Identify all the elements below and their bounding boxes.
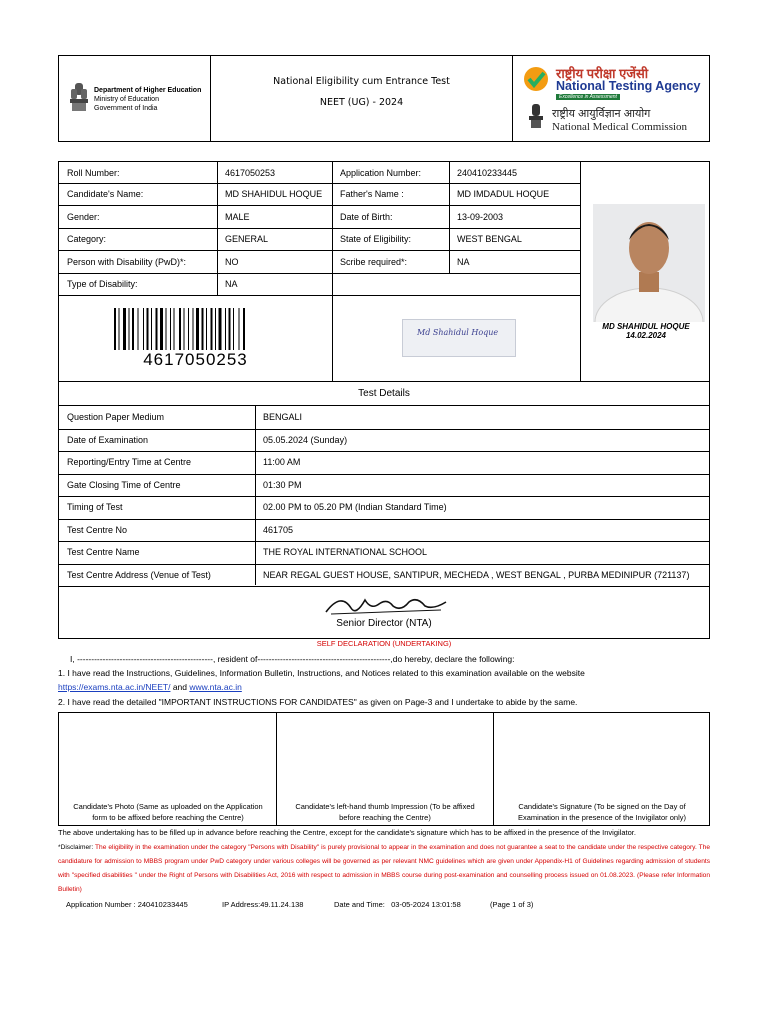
candidate-info-table	[58, 161, 710, 382]
nta-hindi-name: राष्ट्रीय परीक्षा एजेंसी	[556, 66, 649, 81]
exam-subtitle: NEET (UG) - 2024	[319, 97, 404, 108]
barcode-bar	[151, 308, 152, 350]
test-details-table	[58, 382, 710, 587]
pwd-label: Person with Disability (PwD)*:	[67, 256, 187, 267]
barcode-bar	[215, 308, 216, 350]
category-label: Category:	[67, 234, 107, 244]
test-detail-value: BENGALI	[263, 412, 303, 423]
declaration-item1: 1. I have read the Instructions, Guidelines, Information Bulletin, Instructions, and Notices related to this examination available on the website	[58, 668, 585, 678]
barcode-bar	[233, 308, 234, 350]
barcode-bar	[166, 308, 167, 350]
dob-value: 13-09-2003	[457, 211, 504, 222]
barcode-bar	[156, 308, 158, 350]
candidate-photo-avatar-icon	[593, 204, 705, 322]
barcode-bar	[219, 308, 222, 350]
nta-english-name: National Testing Agency	[556, 79, 701, 93]
neet-website-link[interactable]: https://exams.nta.ac.in/NEET/	[58, 682, 171, 692]
barcode-bar	[206, 308, 207, 350]
nta-logo-icon	[523, 66, 549, 92]
dept-ministry: Ministry of Education	[94, 96, 159, 103]
ashoka-emblem-icon	[68, 81, 90, 115]
test-detail-value: NEAR REGAL GUEST HOUSE, SANTIPUR, MECHEDA , WEST BENGAL , PURBA MEDINIPUR (721137)	[263, 569, 690, 580]
barcode-bar	[129, 308, 130, 350]
barcode-bar	[138, 308, 139, 350]
scribe-value: NA	[457, 256, 470, 267]
barcode-bar	[170, 308, 171, 350]
candidate-name-label: Candidate's Name:	[67, 189, 144, 199]
dept-title: Department of Higher Education	[94, 87, 202, 94]
barcode-bar	[179, 308, 181, 350]
barcode-bar	[202, 308, 204, 350]
test-detail-label: Gate Closing Time of Centre	[67, 479, 181, 490]
father-name-label: Father's Name :	[340, 189, 404, 199]
gender-label: Gender:	[67, 211, 100, 222]
scribe-label: Scribe required*:	[340, 256, 408, 267]
disclaimer-label: *Disclaimer:	[58, 844, 94, 851]
application-number-value: 240410233445	[457, 167, 518, 178]
barcode-bar	[188, 308, 189, 350]
declaration-line1: I, ------------------------------------------------, resident of-----------------------------------------------,do hereby, declare the following:	[70, 654, 515, 664]
test-detail-label: Test Centre Address (Venue of Test)	[67, 569, 211, 580]
barcode-bar	[196, 308, 199, 350]
test-detail-label: Reporting/Entry Time at Centre	[67, 457, 192, 468]
test-detail-label: Question Paper Medium	[67, 412, 165, 423]
gender-value: MALE	[225, 211, 250, 222]
barcode-bar	[229, 308, 231, 350]
footer-page-number: (Page 1 of 3)	[490, 900, 534, 909]
test-detail-label: Date of Examination	[67, 434, 149, 445]
undertaking-note: The above undertaking has to be filled up in advance before reaching the Centre, except for the candidate's signature which has to be affixed in the presence of the Invigilator.	[58, 828, 636, 837]
footer-ip-address: IP Address:49.11.24.138	[222, 900, 304, 909]
director-signature-icon	[321, 590, 451, 620]
signature-affix-caption: Candidate's Signature (To be signed on the Day of Examination in the presence of the Invigilator only)	[517, 802, 686, 822]
barcode-bar	[211, 308, 213, 350]
dob-label: Date of Birth:	[340, 211, 393, 222]
photo-caption-date: 14.02.2024	[625, 331, 667, 340]
barcode-bar	[239, 308, 240, 350]
thumb-affix-caption: Candidate's left-hand thumb Impression (To be affixed before reaching the Centre)	[295, 802, 475, 822]
disability-type-label: Type of Disability:	[67, 279, 138, 289]
test-detail-label: Timing of Test	[67, 502, 123, 513]
category-value: GENERAL	[225, 234, 269, 244]
declaration-heading: SELF DECLARATION (UNDERTAKING)	[316, 639, 452, 648]
candidate-photo	[593, 204, 705, 322]
disclaimer-text: The eligibility in the examination under the category "Persons with Disability" is purely provisional to appear in the examination and does not guarantee a seat to the candidate under the respective category. The candidature for admission to MBBS program under PwD category under various colleges will be governed as per relevant NMC guidelines which are given under Appendix-H1 of Guidelines regarding admission of students with "specified disabilities " under the Right of Persons with Disabilities Act, 2016 with respect to admission in MBBS course during post-examination and counselling process issued on 01.08.2023. (Please refer Information Bulletin)	[58, 844, 710, 893]
test-detail-value: 01:30 PM	[263, 479, 302, 490]
roll-number-value: 4617050253	[225, 167, 276, 178]
barcode-bar	[243, 308, 245, 350]
nta-tagline: Excellence in Assessment	[556, 94, 620, 100]
barcode-bar	[119, 308, 120, 350]
nmc-emblem-icon	[527, 102, 545, 132]
test-detail-value: THE ROYAL INTERNATIONAL SCHOOL	[263, 547, 428, 558]
barcode-bar	[123, 308, 126, 350]
nmc-hindi-name: राष्ट्रीय आयुर्विज्ञान आयोग	[552, 108, 651, 120]
barcode-bar	[147, 308, 149, 350]
barcode-bar	[184, 308, 185, 350]
barcode-bar	[193, 308, 194, 350]
declaration-item2: 2. I have read the detailed "IMPORTANT INSTRUCTIONS FOR CANDIDATES" as given on Page-3 and I undertake to abide by the same.	[58, 697, 578, 707]
test-detail-value: 05.05.2024 (Sunday)	[263, 434, 348, 445]
candidate-signature-text: Md Shahidul Hoque	[417, 328, 499, 337]
and-text: and	[172, 682, 187, 692]
dept-government: Government of India	[94, 105, 158, 112]
director-title: Senior Director (NTA)	[336, 618, 432, 629]
father-name-value: MD IMDADUL HOQUE	[457, 189, 550, 199]
test-detail-label: Test Centre Name	[67, 547, 140, 558]
application-number-label: Application Number:	[340, 167, 422, 178]
state-value: WEST BENGAL	[457, 234, 522, 244]
barcode	[114, 308, 286, 350]
test-detail-value: 02.00 PM to 05.20 PM (Indian Standard Time)	[263, 502, 447, 513]
disability-type-value: NA	[225, 279, 238, 289]
test-detail-value: 461705	[263, 524, 294, 535]
barcode-bar	[114, 308, 116, 350]
barcode-bar	[132, 308, 134, 350]
exam-title: National Eligibility cum Entrance Test	[273, 76, 450, 87]
barcode-number: 4617050253	[143, 350, 248, 369]
roll-number-label: Roll Number:	[67, 167, 120, 178]
candidate-signature-image	[402, 319, 516, 357]
pwd-value: NO	[225, 256, 239, 267]
barcode-bar	[143, 308, 144, 350]
test-detail-value: 11:00 AM	[263, 457, 301, 468]
barcode-bar	[174, 308, 175, 350]
photo-caption-name: MD SHAHIDUL HOQUE	[602, 322, 690, 331]
footer-application-number: Application Number : 240410233445	[66, 900, 188, 909]
affix-boxes	[58, 712, 710, 826]
header-box	[58, 55, 710, 142]
photo-affix-caption: Candidate's Photo (Same as uploaded on the Application form to be affixed before reaching the Centre)	[73, 802, 263, 822]
barcode-bar	[160, 308, 163, 350]
barcode-bar	[225, 308, 226, 350]
nta-website-link[interactable]: www.nta.ac.in	[189, 682, 242, 692]
footer-date-time: Date and Time: 03-05-2024 13:01:58	[334, 900, 461, 909]
test-details-title: Test Details	[358, 388, 410, 399]
candidate-name-value: MD SHAHIDUL HOQUE	[225, 189, 323, 199]
nmc-english-name: National Medical Commission	[552, 121, 688, 133]
director-box	[58, 587, 710, 639]
test-detail-label: Test Centre No	[67, 524, 128, 535]
state-label: State of Eligibility:	[340, 234, 412, 244]
